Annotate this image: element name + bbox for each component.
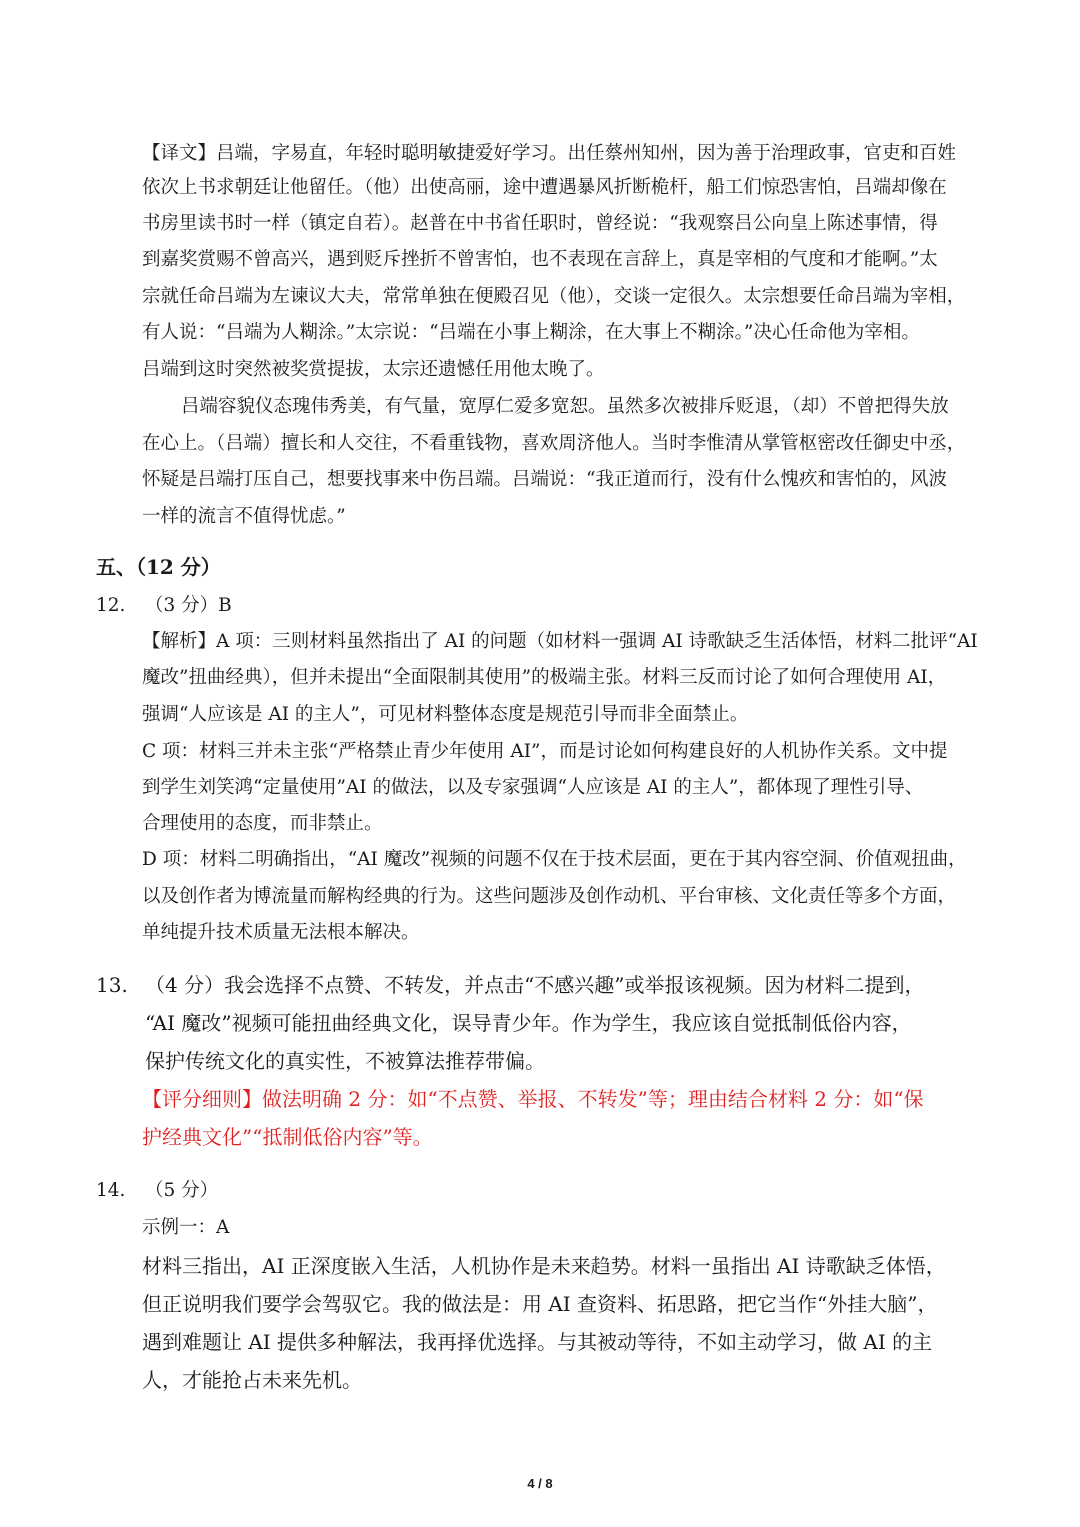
section-heading: 五、（12 分） (96, 555, 221, 579)
translation-line: 依次上书求朝廷让他留任。（他）出使高丽，途中遭遇暴风折断桅杆，船工们惊恐害怕，吕端却像在 (142, 177, 947, 198)
q12-analysis-line: 单纯提升技术质量无法根本解决。 (142, 922, 420, 943)
q12-analysis-line: C 项：材料三并未主张“严格禁止青少年使用 AI”，而是讨论如何构建良好的人机协作关系。文中提 (142, 741, 948, 762)
q12-analysis-line: 到学生刘笑鸿“定量使用”AI 的做法，以及专家强调“人应该是 AI 的主人”，都体现了理性引导、 (142, 777, 924, 798)
translation-line: 宗就任命吕端为左谏议大夫，常常单独在便殿召见（他），交谈一定很久。太宗想要任命吕端为宰相， (142, 286, 966, 307)
translation-line: 【译文】吕端，字易直，年轻时聪明敏捷爱好学习。出任蔡州知州，因为善于治理政事，官吏和百姓 (142, 143, 957, 164)
translation-line: 在心上。（吕端）擅长和人交往，不看重钱物，喜欢周济他人。当时李惟清从掌管枢密改任御史中丞， (142, 433, 966, 454)
q14-answer-line: 但正说明我们要学会驾驭它。我的做法是：用 AI 查资料、拓思路，把它当作“外挂大脑”， (142, 1292, 938, 1316)
q12-analysis-line: 【解析】A 项：三则材料虽然指出了 AI 的问题（如材料一强调 AI 诗歌缺乏生活体悟，材料二批评“AI (142, 631, 978, 652)
translation-line: 吕端到这时突然被奖赏提拔，太宗还遗憾任用他太晚了。 (142, 359, 605, 380)
translation-line: 一样的流言不值得忧虑。” (142, 506, 346, 527)
translation-line: 怀疑是吕端打压自己，想要找事来中伤吕端。吕端说：“我正道而行，没有什么愧疚和害怕的，风波 (142, 469, 947, 490)
q12-analysis-line: 合理使用的态度，而非禁止。 (142, 813, 383, 834)
q12-analysis-line: 强调“人应该是 AI 的主人”，可见材料整体态度是规范引导而非全面禁止。 (142, 704, 749, 725)
q12-analysis-line: 魔改”扭曲经典），但并未提出“全面限制其使用”的极端主张。材料三反而讨论了如何合理使用 AI， (142, 667, 947, 688)
q12-answer: （3 分）B (145, 595, 232, 616)
q12-analysis-line: 以及创作者为博流量而解构经典的行为。这些问题涉及创作动机、平台审核、文化责任等多个方面， (142, 886, 957, 907)
q14-answer-line: 遇到难题让 AI 提供多种解法，我再择优选择。与其被动等待，不如主动学习，做 AI 的主 (142, 1330, 933, 1354)
q13-rubric-line: 护经典文化”“抵制低俗内容”等。 (142, 1125, 433, 1149)
q13-answer-line: “AI 魔改”视频可能扭曲经典文化，误导青少年。作为学生，我应该自觉抵制低俗内容， (145, 1011, 912, 1035)
q14-answer-line: 人，才能抢占未来先机。 (142, 1368, 362, 1392)
question-number-13: 13. (96, 973, 128, 997)
translation-line: 书房里读书时一样（镇定自若）。赵普在中书省任职时，曾经说：“我观察吕公向皇上陈述事情，得 (142, 213, 938, 234)
question-number-12: 12. (96, 595, 126, 616)
translation-line: 有人说：“吕端为人糊涂。”太宗说：“吕端在小事上糊涂，在大事上不糊涂。”决心任命他为宰相。 (142, 322, 920, 343)
page-number: 4 / 8 (527, 1476, 553, 1491)
translation-line: 到嘉奖赏赐不曾高兴，遇到贬斥挫折不曾害怕，也不表现在言辞上，真是宰相的气度和才能啊。”太 (142, 249, 938, 270)
q12-analysis-line: D 项：材料二明确指出，“AI 魔改”视频的问题不仅在于技术层面，更在于其内容空洞、价值观扭曲， (142, 849, 967, 870)
translation-line: 吕端容貌仪态瑰伟秀美，有气量，宽厚仁爱多宽恕。虽然多次被排斥贬退，（却）不曾把得失放 (181, 396, 949, 417)
question-number-14: 14. (96, 1180, 126, 1201)
q13-answer-line: 保护传统文化的真实性，不被算法推荐带偏。 (145, 1049, 545, 1073)
q14-score: （5 分） (145, 1180, 219, 1201)
q13-rubric-line: 【评分细则】做法明确 2 分：如“不点赞、举报、不转发”等；理由结合材料 2 分：如“保 (142, 1087, 924, 1111)
q13-answer-line: （4 分）我会选择不点赞、不转发，并点击“不感兴趣”或举报该视频。因为材料二提到， (145, 973, 925, 997)
q14-answer-line: 材料三指出，AI 正深度嵌入生活，人机协作是未来趋势。材料一虽指出 AI 诗歌缺乏体悟， (142, 1254, 946, 1278)
q14-example-label: 示例一：A (142, 1217, 230, 1238)
